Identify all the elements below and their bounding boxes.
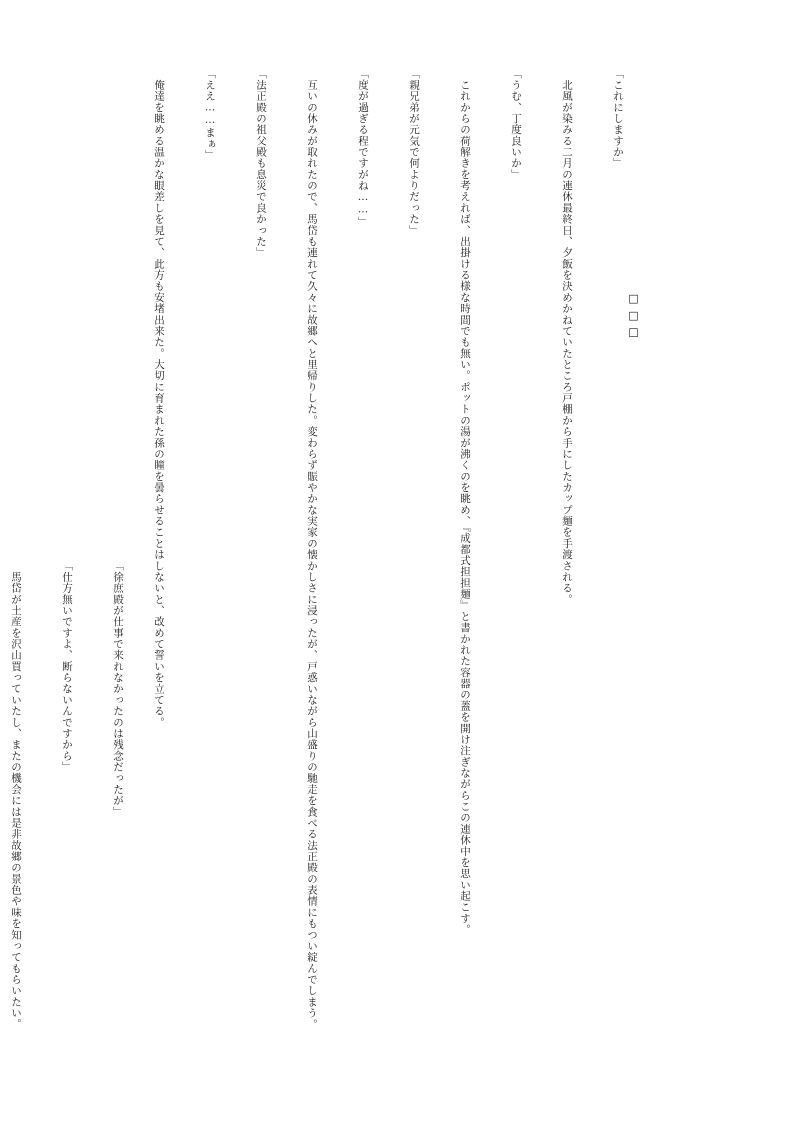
paragraph: 北風が染みる二月の連休最終日、夕飯を決めかねていたところ戸棚から手にしたカップ麺を手渡される。 [561, 68, 573, 605]
paragraph: 「ええ……まぁ」 [204, 68, 216, 161]
paragraph: 「親兄弟が元気で何よりだった」 [408, 68, 420, 236]
paragraph: 「これにしますか」 [612, 68, 624, 169]
scene-break-marks: □□□ [627, 292, 640, 343]
text-column-group-left [10, 560, 160, 1060]
paragraph: 馬岱が土産を沢山買っていたし、またの機会には是非故郷の景色や味を知ってもらいたい。 [10, 560, 22, 1030]
paragraph: これからの荷解きを考えれば、出掛ける様な時間でも無い。ポットの湯が沸くのを眺め、『成都式担担麺』と書かれた容器の蓋を開け注ぎながらこの連休中を思い起こす。 [459, 68, 471, 935]
paragraph: 「度が過ぎる程ですがね……」 [357, 68, 369, 228]
paragraph: 「仕方無いですよ、断らないんですから」 [61, 560, 73, 773]
paragraph: 「法正殿の祖父殿も息災で良かった」 [255, 68, 267, 259]
paragraph: 「徐庶殿が仕事で来れなかったのは残念だったが」 [112, 560, 124, 818]
paragraph: 互いの休みが取れたので、馬岱も連れて久々に故郷へと里帰りした。変わらず賑やかな実家の懐かしさに浸ったが、戸惑いながら山盛りの馳走を食べる法正殿の表情にもつい綻んでしまう。 [306, 68, 318, 1030]
text-column-group-right [153, 68, 660, 1068]
paragraph: 「うむ、丁度良いか」 [510, 68, 522, 180]
paragraph: 俺達を眺める温かな眼差しを見て、此方も安堵出来た。大切に育まれた孫の瞳を曇らせることはしないと、改めて誓いを立てる。 [153, 68, 165, 728]
